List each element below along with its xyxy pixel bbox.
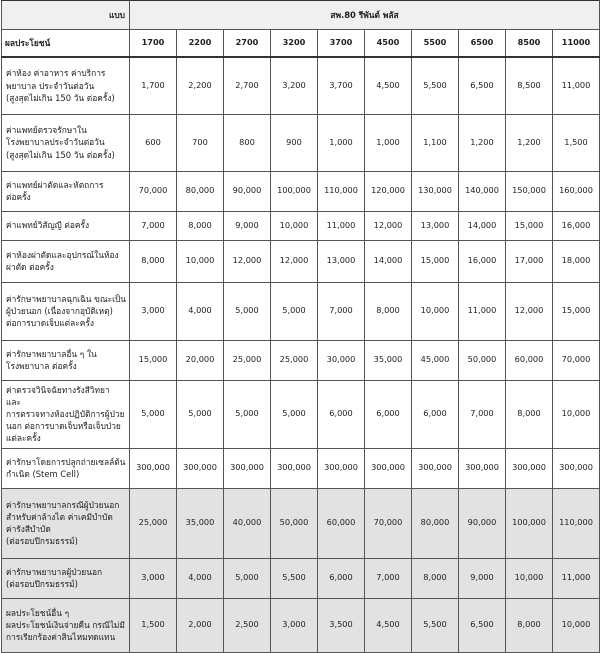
plan-column-header: 2700 (224, 30, 271, 58)
table-row (2, 340, 600, 380)
benefit-value: 12,000 (506, 282, 553, 340)
benefit-value: 5,000 (177, 380, 224, 448)
benefit-value: 17,000 (506, 240, 553, 282)
benefit-label (2, 240, 130, 282)
benefit-value: 4,500 (365, 57, 412, 114)
benefit-value: 3,000 (271, 598, 318, 652)
benefit-value: 12,000 (271, 240, 318, 282)
benefit-value: 6,000 (412, 380, 459, 448)
benefit-value: 14,000 (459, 211, 506, 240)
benefit-value: 100,000 (506, 488, 553, 558)
benefit-value: 3,700 (318, 57, 365, 114)
benefit-value: 4,000 (177, 282, 224, 340)
plan-column-header: 6500 (459, 30, 506, 58)
plan-column-header: 3200 (271, 30, 318, 58)
benefit-value: 50,000 (271, 488, 318, 558)
benefit-value: 15,000 (412, 240, 459, 282)
benefit-label-line: ค่าแพทย์ผ่าตัดและหัตถการ (6, 179, 104, 190)
benefit-value: 150,000 (506, 171, 553, 211)
benefit-label-line: การตรวจทางห้องปฏิบัติการผู้ป่วย (6, 408, 125, 419)
benefit-value: 6,500 (459, 57, 506, 114)
benefit-label-line: ค่ารังสีบำบัด (6, 524, 51, 534)
benefit-value: 10,000 (271, 211, 318, 240)
benefit-value: 9,000 (224, 211, 271, 240)
benefit-label-line: ค่ารักษาพยาบาลผู้ป่วยนอก (6, 566, 103, 577)
benefit-value: 8,000 (506, 598, 553, 652)
benefit-value: 2,200 (177, 57, 224, 114)
benefit-value: 5,000 (271, 380, 318, 448)
benefit-value: 5,000 (224, 558, 271, 598)
benefit-value: 11,000 (553, 57, 600, 114)
benefit-value: 7,000 (459, 380, 506, 448)
benefit-value: 15,000 (506, 211, 553, 240)
benefit-value: 35,000 (177, 488, 224, 558)
benefit-value: 5,000 (224, 380, 271, 448)
benefit-value: 40,000 (224, 488, 271, 558)
benefit-label-line: สำหรับค่าล้างไต ค่าเคมีบำบัด (6, 511, 113, 522)
plan-column-header: 2200 (177, 30, 224, 58)
benefit-value: 6,000 (318, 380, 365, 448)
benefit-label (2, 558, 130, 598)
benefit-value: 110,000 (553, 488, 600, 558)
benefit-label-line: โรงพยาบาล ต่อครั้ง (6, 361, 77, 371)
benefit-value: 10,000 (177, 240, 224, 282)
benefit-label-line: ผลประโยชน์เงินจ่ายคืน กรณีไม่มี (6, 619, 125, 630)
header-row-benefits (2, 30, 600, 58)
benefit-value: 8,500 (506, 57, 553, 114)
header-row-plan (2, 1, 600, 30)
benefit-value: 6,500 (459, 598, 506, 652)
benefit-value: 35,000 (365, 340, 412, 380)
benefit-value: 25,000 (130, 488, 177, 558)
benefit-value: 14,000 (365, 240, 412, 282)
benefit-value: 90,000 (459, 488, 506, 558)
benefit-label-line: ต่อการบาดเจ็บแต่ละครั้ง (6, 318, 94, 329)
benefit-label-line: ต่อครั้ง (6, 192, 31, 202)
benefit-value: 16,000 (553, 211, 600, 240)
benefit-value: 3,000 (130, 558, 177, 598)
benefit-value: 300,000 (553, 448, 600, 488)
benefit-value: 3,000 (130, 282, 177, 340)
benefit-value: 5,500 (412, 598, 459, 652)
plan-column-header: 8500 (506, 30, 553, 58)
benefit-label-line: นอก ต่อการบาดเจ็บหรือเจ็บป่วย (6, 421, 121, 432)
benefit-value: 9,000 (459, 558, 506, 598)
benefit-label-line: ค่าห้องผ่าตัดและอุปกรณ์ในห้อง (6, 249, 119, 260)
benefit-value: 5,000 (224, 282, 271, 340)
benefit-value: 1,200 (459, 114, 506, 171)
benefit-label-line: ค่ารักษาพยาบาลฉุกเฉิน ขณะเป็น (6, 293, 127, 304)
benefit-value: 10,000 (412, 282, 459, 340)
plan-column-header: 1700 (130, 30, 177, 58)
benefit-column-header: ผลประโยชน์ (2, 30, 130, 58)
benefit-value: 5,500 (271, 558, 318, 598)
benefit-value: 1,700 (130, 57, 177, 114)
table-row (2, 488, 600, 558)
benefit-value: 1,200 (506, 114, 553, 171)
benefit-label-line: ผ่าตัด ต่อครั้ง (6, 262, 54, 272)
benefit-value: 300,000 (318, 448, 365, 488)
benefit-value: 120,000 (365, 171, 412, 211)
benefit-value: 20,000 (177, 340, 224, 380)
benefit-value: 800 (224, 114, 271, 171)
corner-label: แบบ (2, 1, 130, 30)
benefit-value: 300,000 (224, 448, 271, 488)
benefit-label (2, 340, 130, 380)
benefit-label-line: ค่ารักษาพยาบาลอื่น ๆ ใน (6, 348, 97, 359)
benefit-value: 80,000 (177, 171, 224, 211)
benefit-value: 6,000 (318, 558, 365, 598)
benefit-value: 300,000 (271, 448, 318, 488)
benefit-value: 100,000 (271, 171, 318, 211)
benefit-label-line: ค่ารักษาพยาบาลกรณีผู้ป่วยนอก (6, 499, 120, 510)
benefit-value: 2,000 (177, 598, 224, 652)
benefit-value: 600 (130, 114, 177, 171)
benefit-label-line: ผลประโยชน์อื่น ๆ (6, 607, 70, 618)
benefit-value: 300,000 (177, 448, 224, 488)
benefit-value: 900 (271, 114, 318, 171)
benefit-value: 5,500 (412, 57, 459, 114)
benefit-value: 70,000 (365, 488, 412, 558)
benefit-value: 15,000 (130, 340, 177, 380)
benefit-label-line: ค่ารักษาโดยการปลูกถ่ายเซลล์ต้น (6, 456, 126, 467)
benefit-value: 3,500 (318, 598, 365, 652)
benefit-value: 11,000 (553, 558, 600, 598)
benefit-value: 90,000 (224, 171, 271, 211)
benefit-value: 8,000 (412, 558, 459, 598)
benefit-value: 4,500 (365, 598, 412, 652)
benefit-value: 130,000 (412, 171, 459, 211)
benefit-label-line: (ต่อรอบปีกรมธรรม์) (6, 579, 78, 589)
benefit-label-line: ค่าห้อง ค่าอาหาร ค่าบริการ (6, 68, 106, 79)
benefit-value: 15,000 (553, 282, 600, 340)
benefit-label (2, 171, 130, 211)
benefit-value: 50,000 (459, 340, 506, 380)
benefit-value: 3,200 (271, 57, 318, 114)
benefit-label (2, 448, 130, 488)
benefit-value: 7,000 (130, 211, 177, 240)
benefit-value: 11,000 (318, 211, 365, 240)
benefit-label (2, 282, 130, 340)
benefit-value: 16,000 (459, 240, 506, 282)
table-row (2, 114, 600, 171)
benefit-value: 25,000 (271, 340, 318, 380)
benefit-label-line: แต่ละครั้ง (6, 433, 41, 444)
table-row (2, 282, 600, 340)
benefit-value: 300,000 (506, 448, 553, 488)
benefit-value: 110,000 (318, 171, 365, 211)
benefit-value: 7,000 (318, 282, 365, 340)
benefit-value: 12,000 (365, 211, 412, 240)
benefit-label (2, 598, 130, 652)
benefit-value: 160,000 (553, 171, 600, 211)
benefit-value: 11,000 (459, 282, 506, 340)
benefit-rows (2, 57, 600, 652)
benefit-value: 6,000 (365, 380, 412, 448)
benefit-value: 10,000 (506, 558, 553, 598)
benefit-value: 7,000 (365, 558, 412, 598)
plan-column-header: 5500 (412, 30, 459, 58)
benefit-table (1, 0, 600, 653)
benefit-value: 2,700 (224, 57, 271, 114)
benefit-label-line: (ต่อรอบปีกรมธรรม์) (6, 536, 78, 547)
benefit-value: 1,000 (318, 114, 365, 171)
benefit-value: 8,000 (177, 211, 224, 240)
benefit-value: 10,000 (553, 380, 600, 448)
benefit-value: 300,000 (459, 448, 506, 488)
benefit-value: 1,500 (130, 598, 177, 652)
benefit-value: 700 (177, 114, 224, 171)
benefit-label (2, 114, 130, 171)
table-row (2, 598, 600, 652)
benefit-value: 300,000 (130, 448, 177, 488)
benefit-label-line: การเรียกร้องค่าสินไหมทดแทน (6, 632, 116, 643)
plan-column-header: 11000 (553, 30, 600, 58)
benefit-value: 13,000 (412, 211, 459, 240)
table-row (2, 380, 600, 448)
benefit-value: 4,000 (177, 558, 224, 598)
benefit-value: 18,000 (553, 240, 600, 282)
benefit-value: 300,000 (412, 448, 459, 488)
benefit-value: 2,500 (224, 598, 271, 652)
benefit-label-line: (สูงสุดไม่เกิน 150 วัน ต่อครั้ง) (6, 92, 115, 103)
benefit-label-line: ค่าแพทย์ตรวจรักษาใน (6, 125, 87, 136)
plan-column-header: 3700 (318, 30, 365, 58)
table-row (2, 448, 600, 488)
benefit-value: 140,000 (459, 171, 506, 211)
plan-title: สพ.80 รีพันต์ พลัส (130, 1, 600, 30)
plan-column-header: 4500 (365, 30, 412, 58)
benefit-label (2, 380, 130, 448)
benefit-value: 80,000 (412, 488, 459, 558)
benefit-value: 5,000 (271, 282, 318, 340)
table-row (2, 211, 600, 240)
table-row (2, 57, 600, 114)
table-row (2, 171, 600, 211)
benefit-label (2, 488, 130, 558)
benefit-value: 13,000 (318, 240, 365, 282)
benefit-label-line: พยาบาล ประจำวันต่อวัน (6, 80, 95, 91)
benefit-label-line: ผู้ป่วยนอก (เนื่องจากอุบัติเหตุ) (6, 305, 113, 316)
benefit-value: 60,000 (506, 340, 553, 380)
benefit-label-line: กำเนิด (Stem Cell) (6, 469, 80, 479)
benefit-value: 25,000 (224, 340, 271, 380)
benefit-value: 70,000 (130, 171, 177, 211)
benefit-value: 8,000 (365, 282, 412, 340)
table-row (2, 558, 600, 598)
benefit-value: 8,000 (506, 380, 553, 448)
benefit-value: 300,000 (365, 448, 412, 488)
benefit-value: 1,500 (553, 114, 600, 171)
benefit-value: 8,000 (130, 240, 177, 282)
benefit-label-line: ค่าแพทย์วิสัญญี ต่อครั้ง (6, 220, 90, 231)
benefit-value: 5,000 (130, 380, 177, 448)
benefit-value: 60,000 (318, 488, 365, 558)
benefit-label-line: ค่าตรวจวินิจฉัยทางรังสีวิทยา และ (6, 384, 110, 407)
benefit-value: 1,100 (412, 114, 459, 171)
benefit-label-line: (สูงสุดไม่เกิน 150 วัน ต่อครั้ง) (6, 149, 115, 160)
benefit-value: 10,000 (553, 598, 600, 652)
benefit-value: 70,000 (553, 340, 600, 380)
benefit-label-line: โรงพยาบาลประจำวันต่อวัน (6, 137, 105, 148)
benefit-value: 1,000 (365, 114, 412, 171)
table-row (2, 240, 600, 282)
benefit-value: 12,000 (224, 240, 271, 282)
benefit-value: 45,000 (412, 340, 459, 380)
benefit-label (2, 57, 130, 114)
benefit-value: 30,000 (318, 340, 365, 380)
benefit-label (2, 211, 130, 240)
